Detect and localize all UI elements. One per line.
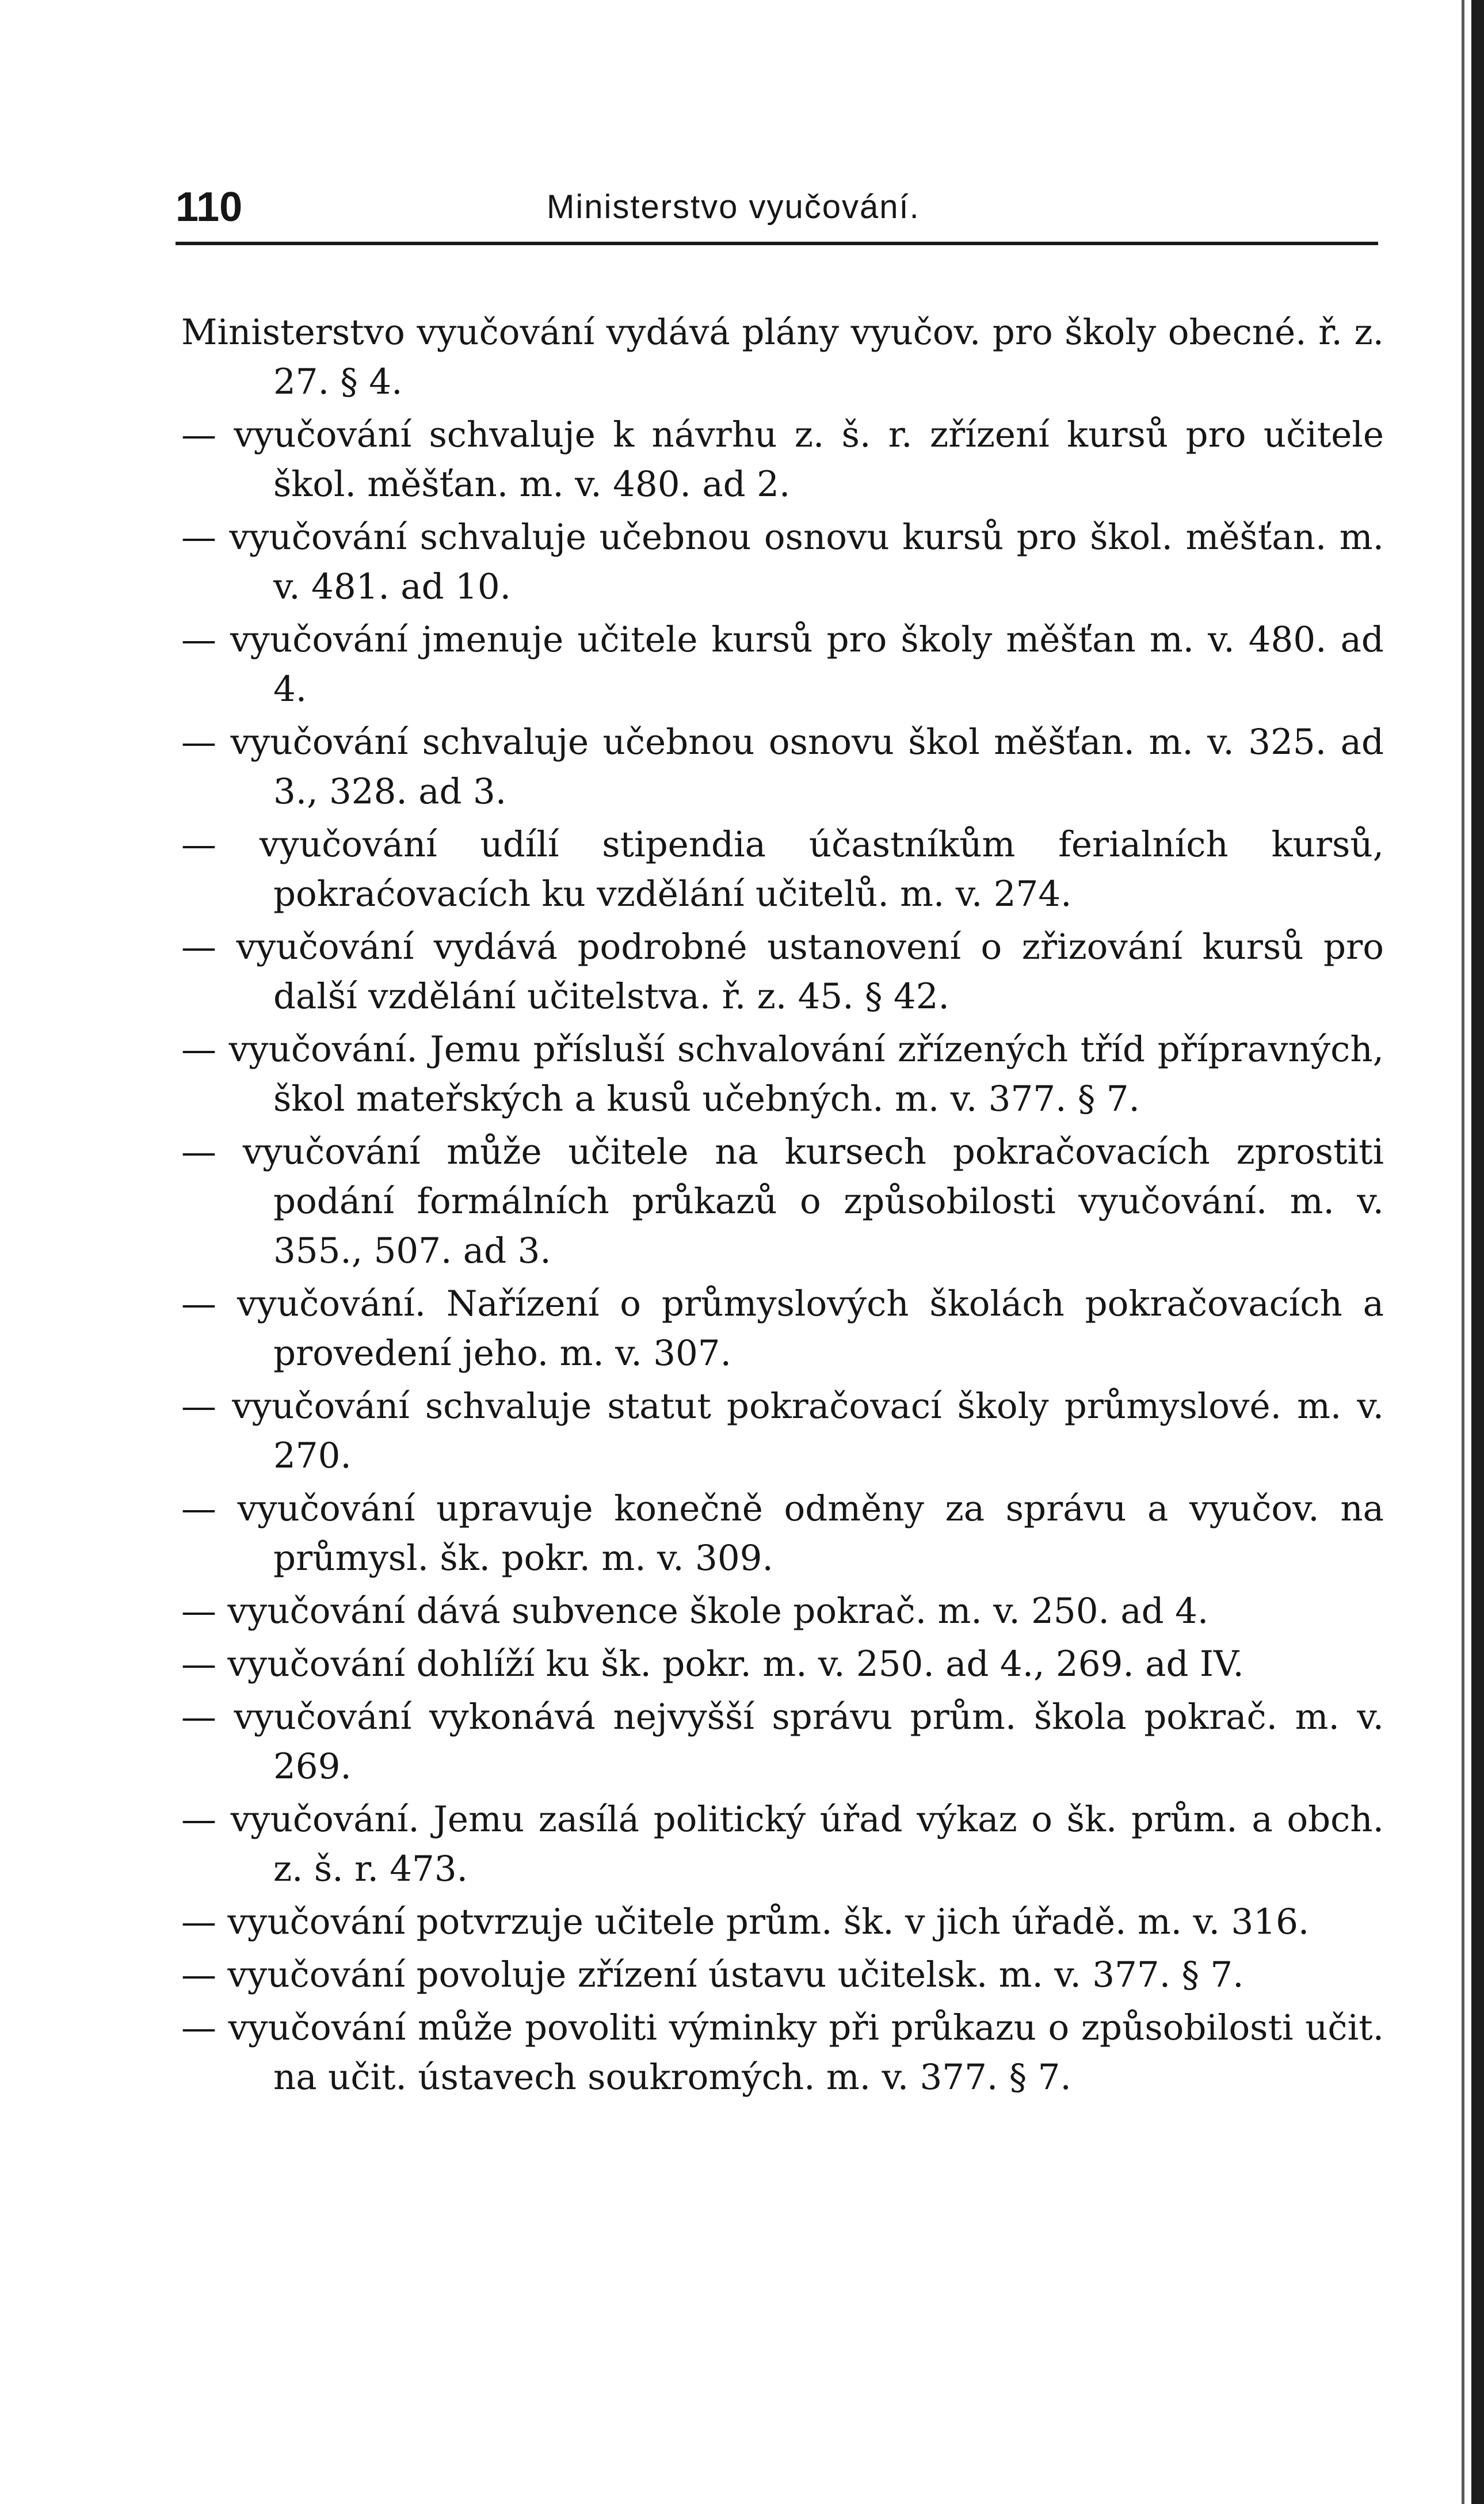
index-entry: — vyučování potvrzuje učitele prům. šk. v jich úřadě. m. v. 316. (181, 1901, 1310, 1942)
binding-shadow-line (1462, 0, 1464, 2504)
binding-edge (1471, 0, 1484, 2504)
index-entry: — vyučování může učitele na kursech pokračovacích zprostiti podání formálních průkazů o způsobilosti vyučování. m. v. 355., 507. ad 3. (181, 1131, 1384, 1271)
index-entry: — vyučování může povoliti výminky při průkazu o způsobilosti učit. na učit. ústavech soukromých. m. v. 377. § 7. (181, 2007, 1384, 2098)
index-entry: — vyučování. Jemu zasílá politický úřad výkaz o šk. prům. a obch. z. š. r. 473. (181, 1799, 1384, 1889)
index-entry: — vyučování udílí stipendia účastníkům ferialních kursů, pokraćovacích ku vzdělání učitelů. m. v. 274. (181, 824, 1384, 914)
index-entry: — vyučování schvaluje statut pokračovací školy průmyslové. m. v. 270. (181, 1386, 1384, 1476)
page-number: 110 (176, 184, 243, 230)
page-header (176, 181, 1378, 239)
index-entry: — vyučování. Nařízení o průmyslových školách pokračovacích a provedení jeho. m. v. 307. (181, 1283, 1384, 1374)
header-rule (176, 242, 1378, 245)
index-entry: — vyučování vydává podrobné ustanovení o zřizování kursů pro další vzdělání učitelstva. ř. z. 45. § 42. (181, 927, 1384, 1017)
index-entry: — vyučování dává subvence škole pokrač. m. v. 250. ad 4. (181, 1591, 1209, 1632)
index-entry: — vyučování schvaluje učebnou osnovu kursů pro škol. měšťan. m. v. 481. ad 10. (181, 517, 1384, 607)
index-entry: — vyučování schvaluje učebnou osnovu škol měšťan. m. v. 325. ad 3., 328. ad 3. (181, 722, 1384, 812)
running-head: Ministerstvo vyučování. (547, 188, 920, 226)
index-entry: — vyučování upravuje konečně odměny za správu a vyučov. na průmysl. šk. pokr. m. v. 309. (181, 1488, 1384, 1579)
index-entry: — vyučování povoluje zřízení ústavu učitelsk. m. v. 377. § 7. (181, 1954, 1244, 1995)
index-entries (181, 308, 1384, 2106)
index-entry: — vyučování vykonává nejvyšší správu prům. škola pokrač. m. v. 269. (181, 1697, 1384, 1787)
index-entry: — vyučování schvaluje k návrhu z. š. r. zřízení kursů pro učitele škol. měšťan. m. v. 480. ad 2. (181, 414, 1384, 505)
index-entry: — vyučování. Jemu přísluší schvalování zřízených tříd přípravných, škol mateřských a kusů učebných. m. v. 377. § 7. (181, 1029, 1384, 1119)
index-entry: — vyučování jmenuje učitele kursů pro školy měšťan m. v. 480. ad 4. (181, 619, 1384, 710)
index-entry: Ministerstvo vyučování vydává plány vyučov. pro školy obecné. ř. z. 27. § 4. (181, 312, 1384, 402)
index-entry: — vyučování dohlíží ku šk. pokr. m. v. 250. ad 4., 269. ad IV. (181, 1644, 1244, 1684)
